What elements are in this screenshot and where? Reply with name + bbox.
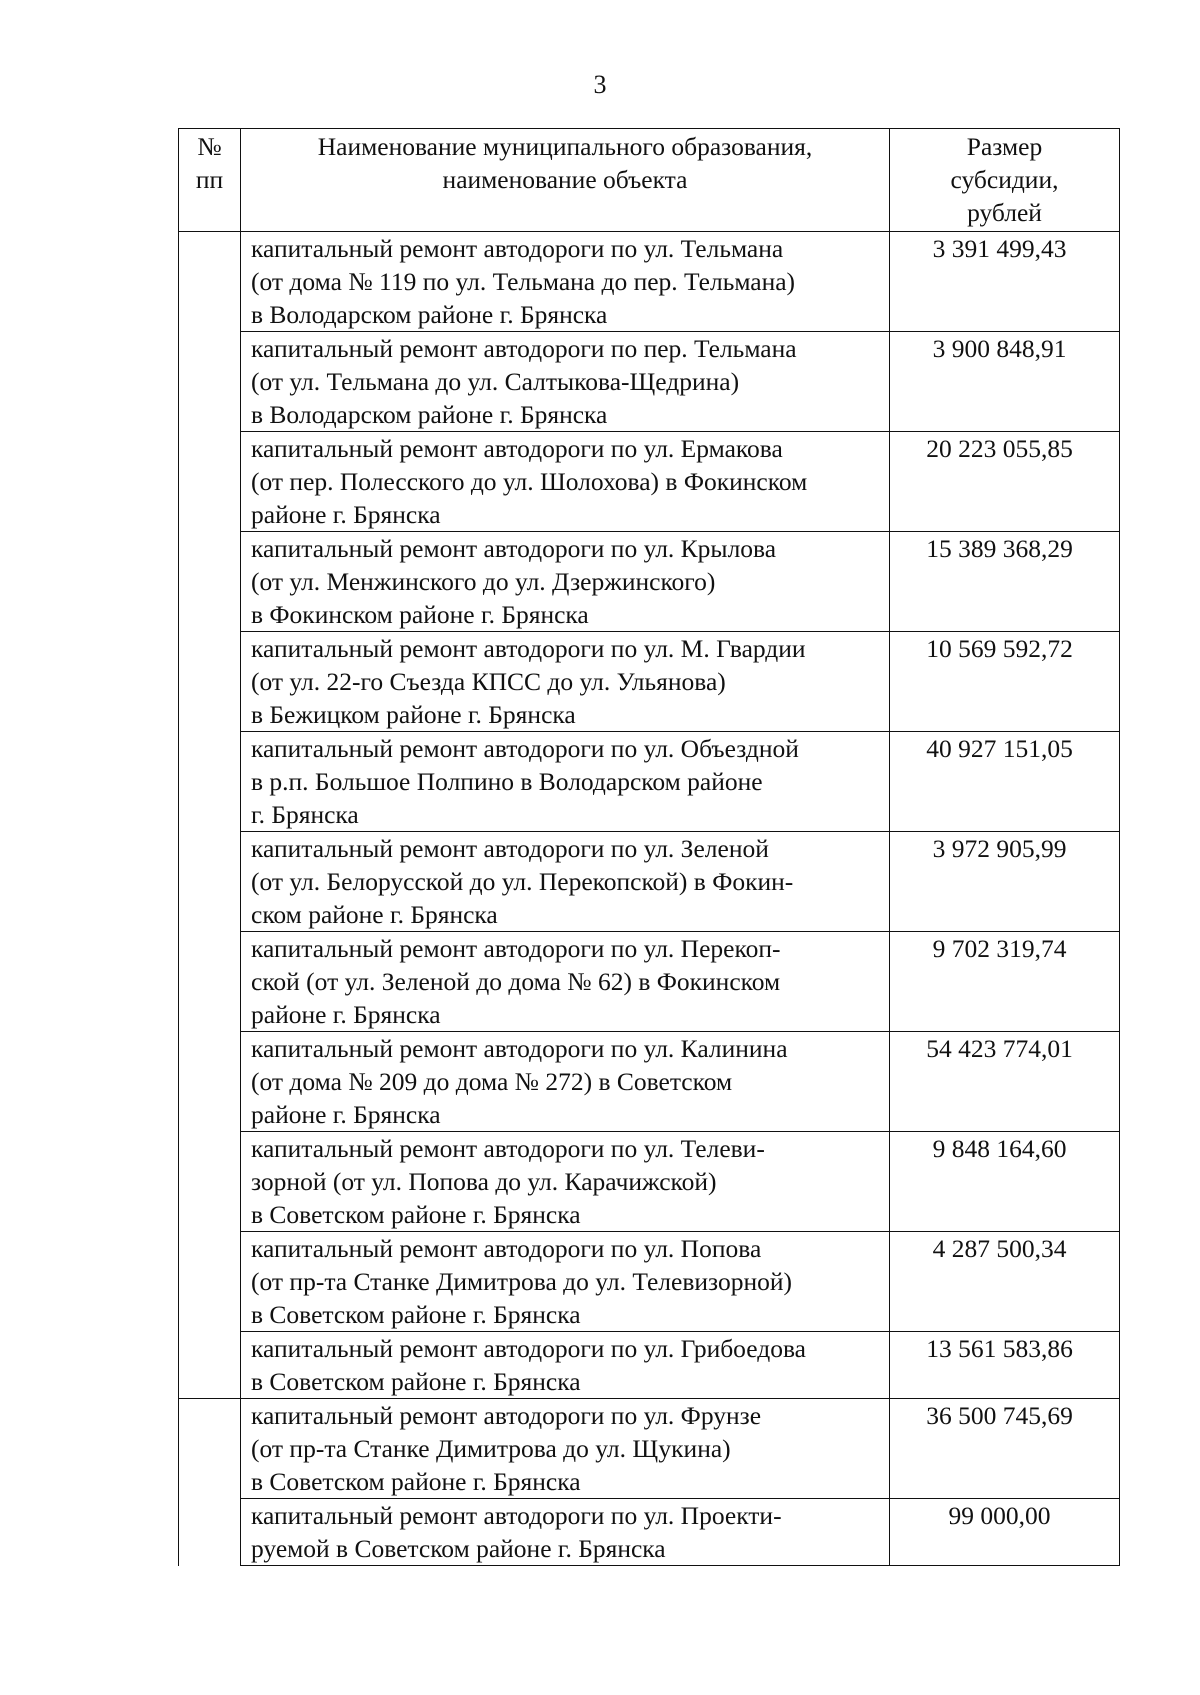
cell-number [179, 1499, 241, 1566]
cell-object-name [241, 332, 890, 432]
object-name-line: (от ул. 22-го Съезда КПСС до ул. Ульянова) [251, 667, 726, 696]
header-name-line: Наименование муниципального образования, [317, 132, 813, 161]
header-amount-line: рублей [967, 198, 1042, 227]
table-row [179, 1132, 1120, 1232]
object-name-line: (от ул. Менжинского до ул. Дзержинского) [251, 567, 716, 596]
cell-object-name [241, 832, 890, 932]
table-row [179, 232, 1120, 332]
object-name-line: в Володарском районе г. Брянска [251, 400, 608, 429]
object-name-line: капитальный ремонт автодороги по ул. Объездной [251, 734, 799, 763]
object-name-line: (от ул. Белорусской до ул. Перекопской) в Фокин- [251, 867, 794, 896]
cell-number [179, 1132, 241, 1232]
cell-number [179, 532, 241, 632]
cell-number [179, 1399, 241, 1499]
object-name-line: капитальный ремонт автодороги по ул. Телеви- [251, 1134, 765, 1163]
header-amount-line: Размер [966, 132, 1043, 161]
table-row [179, 932, 1120, 1032]
cell-object-name [241, 1332, 890, 1399]
object-name-line: капитальный ремонт автодороги по ул. Крылова [251, 534, 777, 563]
table-row [179, 332, 1120, 432]
object-name-line: районе г. Брянска [251, 1100, 441, 1129]
object-name-line: капитальный ремонт автодороги по ул. Попова [251, 1234, 762, 1263]
cell-subsidy-amount: 3 391 499,43 [890, 232, 1120, 332]
cell-object-name [241, 1032, 890, 1132]
object-name-line: капитальный ремонт автодороги по ул. Грибоедова [251, 1334, 806, 1363]
cell-object-name [241, 732, 890, 832]
cell-subsidy-amount: 36 500 745,69 [890, 1399, 1120, 1499]
cell-number [179, 632, 241, 732]
table-row [179, 432, 1120, 532]
object-name-line: районе г. Брянска [251, 1000, 441, 1029]
header-amount-line: субсидии, [950, 165, 1059, 194]
object-name-line: руемой в Советском районе г. Брянска [251, 1534, 666, 1563]
cell-number [179, 232, 241, 332]
cell-number [179, 732, 241, 832]
cell-subsidy-amount: 20 223 055,85 [890, 432, 1120, 532]
page-number: 3 [593, 70, 607, 99]
cell-subsidy-amount: 4 287 500,34 [890, 1232, 1120, 1332]
cell-subsidy-amount: 13 561 583,86 [890, 1332, 1120, 1399]
table-body [179, 232, 1120, 1566]
object-name-line: капитальный ремонт автодороги по пер. Тельмана [251, 334, 797, 363]
table-row [179, 732, 1120, 832]
object-name-line: в Бежицком районе г. Брянска [251, 700, 576, 729]
object-name-line: капитальный ремонт автодороги по ул. Тельмана [251, 234, 784, 263]
cell-object-name [241, 1399, 890, 1499]
cell-object-name [241, 932, 890, 1032]
object-name-line: капитальный ремонт автодороги по ул. М. Гвардии [251, 634, 806, 663]
header-amount [890, 129, 1120, 232]
cell-object-name [241, 1132, 890, 1232]
cell-object-name [241, 632, 890, 732]
table-row [179, 1332, 1120, 1399]
header-number [179, 129, 241, 232]
header-row [179, 129, 1120, 232]
object-name-line: капитальный ремонт автодороги по ул. Фрунзе [251, 1401, 762, 1430]
object-name-line: (от пер. Полесского до ул. Шолохова) в Фокинском [251, 467, 808, 496]
cell-subsidy-amount: 54 423 774,01 [890, 1032, 1120, 1132]
header-number-line: № [197, 132, 222, 161]
header-name-line: наименование объекта [442, 165, 688, 194]
object-name-line: (от ул. Тельмана до ул. Салтыкова-Щедрина) [251, 367, 740, 396]
object-name-line: (от пр-та Станке Димитрова до ул. Щукина) [251, 1434, 731, 1463]
cell-number [179, 1032, 241, 1132]
cell-object-name [241, 1232, 890, 1332]
cell-subsidy-amount: 9 848 164,60 [890, 1132, 1120, 1232]
table-row [179, 632, 1120, 732]
cell-number [179, 1232, 241, 1332]
object-name-line: капитальный ремонт автодороги по ул. Ермакова [251, 434, 783, 463]
object-name-line: ской (от ул. Зеленой до дома № 62) в Фокинском [251, 967, 781, 996]
cell-object-name [241, 532, 890, 632]
object-name-line: ском районе г. Брянска [251, 900, 498, 929]
object-name-line: в Советском районе г. Брянска [251, 1467, 581, 1496]
cell-number [179, 932, 241, 1032]
cell-subsidy-amount: 40 927 151,05 [890, 732, 1120, 832]
cell-object-name [241, 432, 890, 532]
table-row [179, 1399, 1120, 1499]
subsidy-table [178, 128, 1120, 1566]
cell-subsidy-amount: 3 972 905,99 [890, 832, 1120, 932]
cell-subsidy-amount: 3 900 848,91 [890, 332, 1120, 432]
cell-number [179, 432, 241, 532]
cell-subsidy-amount: 9 702 319,74 [890, 932, 1120, 1032]
object-name-line: в р.п. Большое Полпино в Володарском районе [251, 767, 763, 796]
object-name-line: в Советском районе г. Брянска [251, 1367, 581, 1396]
cell-subsidy-amount: 15 389 368,29 [890, 532, 1120, 632]
cell-object-name [241, 1499, 890, 1566]
object-name-line: в Володарском районе г. Брянска [251, 300, 608, 329]
object-name-line: капитальный ремонт автодороги по ул. Зеленой [251, 834, 769, 863]
header-number-line: пп [195, 165, 224, 194]
cell-object-name [241, 232, 890, 332]
object-name-line: (от дома № 119 по ул. Тельмана до пер. Тельмана) [251, 267, 796, 296]
table-row [179, 1499, 1120, 1566]
object-name-line: капитальный ремонт автодороги по ул. Перекоп- [251, 934, 781, 963]
object-name-line: капитальный ремонт автодороги по ул. Калинина [251, 1034, 788, 1063]
cell-subsidy-amount: 10 569 592,72 [890, 632, 1120, 732]
cell-number [179, 1332, 241, 1399]
object-name-line: (от дома № 209 до дома № 272) в Советском [251, 1067, 733, 1096]
object-name-line: в Советском районе г. Брянска [251, 1300, 581, 1329]
object-name-line: зорной (от ул. Попова до ул. Карачижской) [251, 1167, 717, 1196]
header-name [241, 129, 890, 232]
table-row [179, 1032, 1120, 1132]
object-name-line: капитальный ремонт автодороги по ул. Проекти- [251, 1501, 782, 1530]
table-row [179, 1232, 1120, 1332]
object-name-line: районе г. Брянска [251, 500, 441, 529]
object-name-line: в Советском районе г. Брянска [251, 1200, 581, 1229]
object-name-line: в Фокинском районе г. Брянска [251, 600, 589, 629]
cell-number [179, 332, 241, 432]
cell-subsidy-amount: 99 000,00 [890, 1499, 1120, 1566]
table-row [179, 832, 1120, 932]
object-name-line: (от пр-та Станке Димитрова до ул. Телевизорной) [251, 1267, 792, 1296]
table-header [179, 129, 1120, 232]
table-row [179, 532, 1120, 632]
cell-number [179, 832, 241, 932]
object-name-line: г. Брянска [251, 800, 359, 829]
